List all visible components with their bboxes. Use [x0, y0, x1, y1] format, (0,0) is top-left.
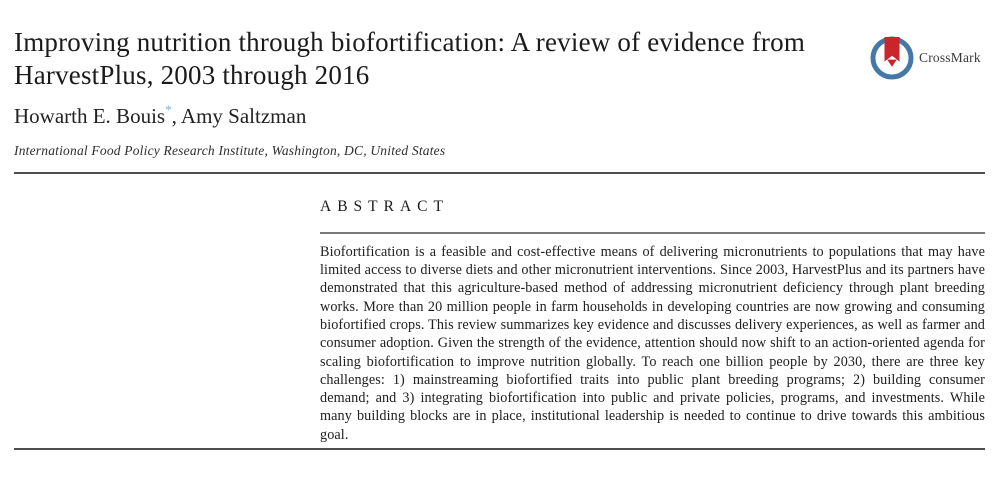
abstract-section	[320, 198, 985, 444]
paper-title	[14, 26, 874, 92]
crossmark-icon	[869, 35, 915, 81]
abstract-divider	[320, 232, 985, 234]
paper-title-line-1: Improving nutrition through biofortification: A review of evidence from	[14, 27, 806, 57]
author-line	[14, 103, 306, 129]
affiliation-line: International Food Policy Research Institute, Washington, DC, United States	[14, 143, 446, 158]
corresponding-author-marker[interactable]: *	[165, 102, 172, 117]
footer-divider	[14, 448, 985, 450]
abstract-text: Biofortification is a feasible and cost-effective means of delivering micronutrients to populations that may have limited access to diverse diets and other micronutrient interventions. Since 2003, HarvestPlus and its partners have demonstrated that this agriculture-based method of addressing micronutrient deficiency through plant breeding works. More than 20 million people in farm households in developing countries are now growing and consuming biofortified crops. This review summarizes key evidence and discusses delivery experiences, as well as farmer and consumer adoption. Given the strength of the evidence, attention should now shift to an action-oriented agenda for scaling biofortification to improve nutrition globally. To reach one billion people by 2030, there are three key challenges: 1) mainstreaming biofortified traits into public plant breeding programs; 2) building consumer demand; and 3) integrating biofortification into public and private policies, programs, and investments. While many building blocks are in place, institutional leadership is needed to continue to drive towards this ambitious goal.	[320, 243, 985, 443]
header-divider	[14, 172, 985, 174]
author-name-2: Amy Saltzman	[180, 104, 307, 128]
crossmark-label: CrossMark	[919, 49, 981, 65]
author-name-1: Howarth E. Bouis	[14, 104, 166, 128]
crossmark-badge[interactable]	[869, 33, 981, 82]
paper-title-line-2: HarvestPlus, 2003 through 2016	[14, 60, 370, 90]
author-separator: ,	[171, 104, 181, 128]
abstract-heading: ABSTRACT	[320, 198, 449, 215]
